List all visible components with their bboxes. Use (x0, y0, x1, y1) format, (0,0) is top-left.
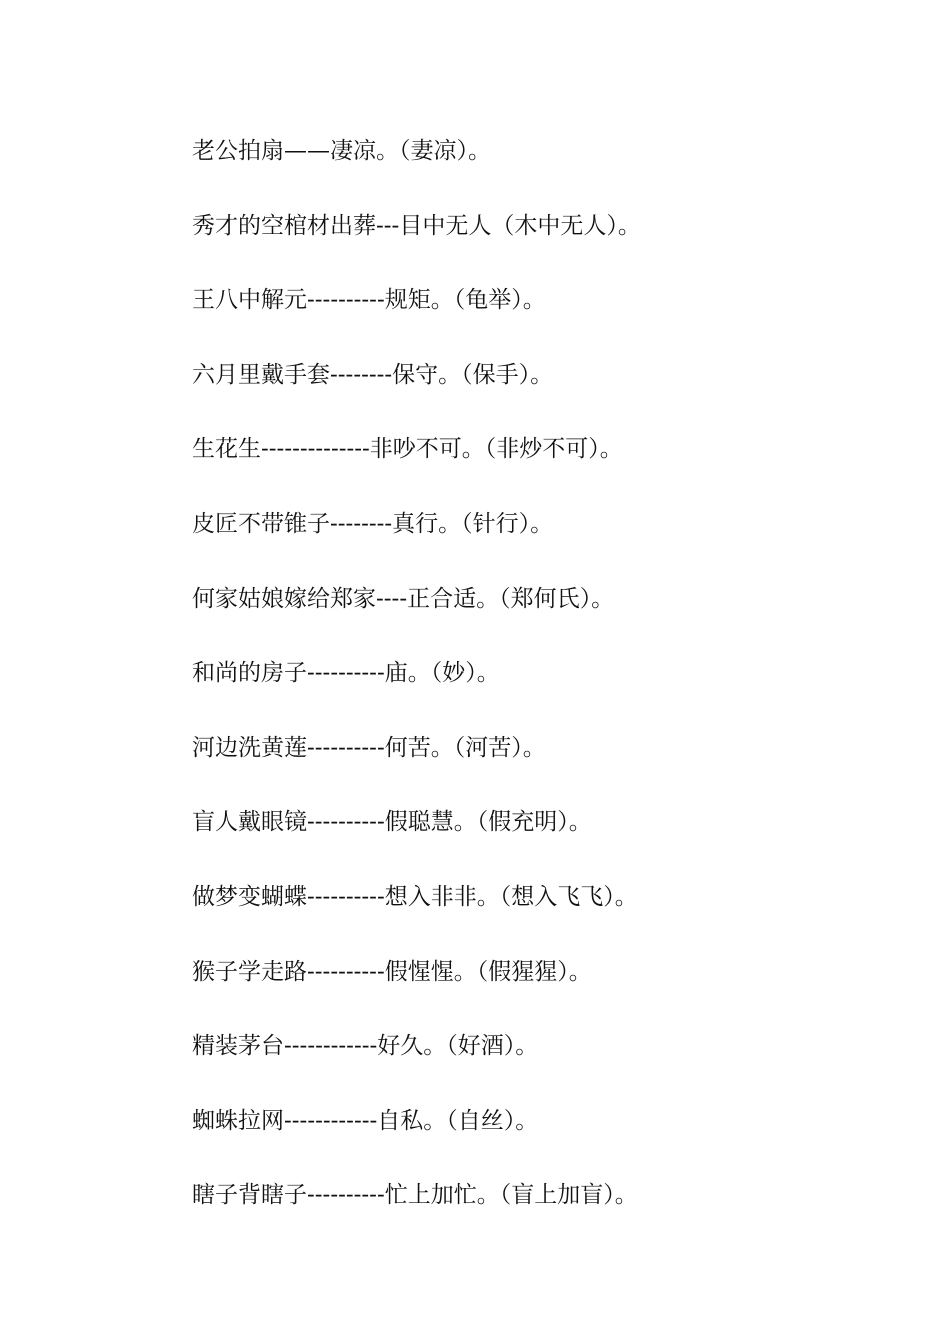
text-line-4: 六月里戴手套--------保守。（保手）。 (192, 361, 554, 388)
text-line-14: 蜘蛛拉网------------自私。（自丝）。 (192, 1107, 539, 1134)
text-line-12: 猴子学走路----------假惺惺。（假猩猩）。 (192, 958, 592, 985)
text-line-5: 生花生--------------非吵不可。（非炒不可）。 (192, 436, 623, 463)
text-line-7: 何家姑娘嫁给郑家----正合适。（郑何氏）。 (192, 585, 615, 612)
text-line-2: 秀才的空棺材出葬---目中无人（木中无人）。 (192, 212, 641, 239)
xiehouyu-list (192, 132, 641, 1251)
text-line-8: 和尚的房子----------庙。（妙）。 (192, 660, 500, 687)
text-line-9: 河边洗黄莲----------何苦。（河苦）。 (192, 734, 546, 761)
text-line-11: 做梦变蝴蝶----------想入非非。（想入飞飞）。 (192, 883, 638, 910)
text-line-6: 皮匠不带锥子--------真行。（针行）。 (192, 510, 554, 537)
text-line-1: 老公拍扇——凄凉。（妻凉）。 (192, 138, 491, 164)
text-line-15: 瞎子背瞎子----------忙上加忙。（盲上加盲）。 (192, 1182, 638, 1209)
text-line-10: 盲人戴眼镜----------假聪慧。（假充明）。 (192, 809, 592, 836)
text-line-13: 精装茅台------------好久。（好酒）。 (192, 1033, 539, 1060)
text-line-3: 王八中解元----------规矩。（龟举）。 (192, 287, 546, 314)
